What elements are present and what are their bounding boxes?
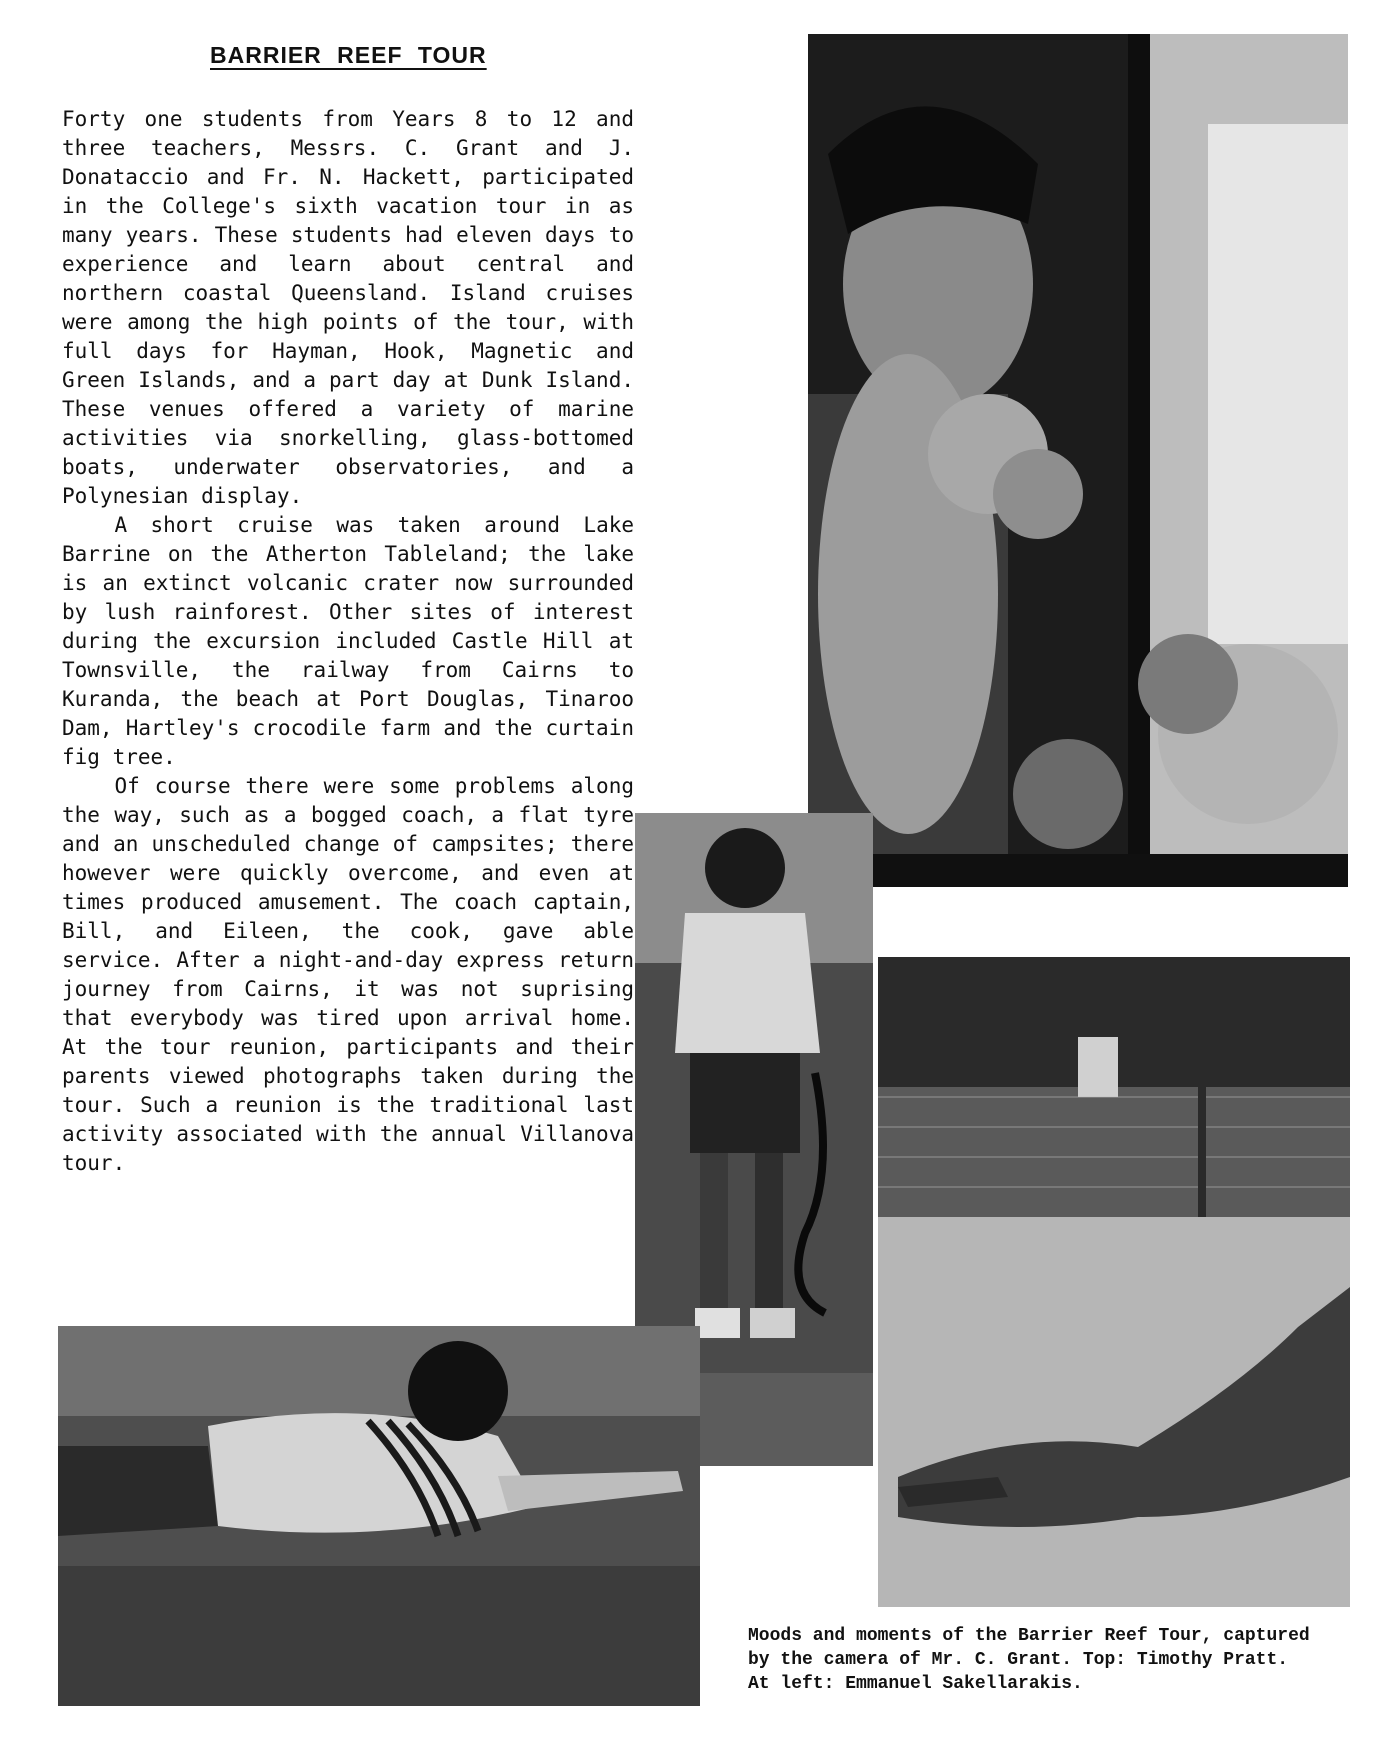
caption-line: At left: Emmanuel Sakellarakis. bbox=[748, 1674, 1083, 1694]
page-title: BARRIER REEF TOUR bbox=[210, 42, 487, 68]
caption-line: by the camera of Mr. C. Grant. Top: Timothy Pratt. bbox=[748, 1650, 1289, 1670]
photo-caption bbox=[748, 1624, 1348, 1696]
article-body bbox=[62, 105, 634, 1178]
photo-crocodile-farm bbox=[878, 957, 1350, 1607]
article-paragraph: Of course there were some problems along the way, such as a bogged coach, a flat tyre and an unscheduled change of campsites; there however were quickly overcome, and even at times produced amusement. The coach captain, Bill, and Eileen, the cook, gave able service. After a night-and-day express return journey from Cairns, it was not suprising that everybody was tired upon arrival home. At the tour reunion, participants and their parents viewed photographs taken during the tour. Such a reunion is the traditional last activity associated with the annual Villanova tour. bbox=[62, 774, 634, 1175]
article-paragraph: Forty one students from Years 8 to 12 and three teachers, Messrs. C. Grant and J. Donataccio and Fr. N. Hackett, participated in the College's sixth vacation tour in as many years. These students had eleven days to experience and learn about central and northern coastal Queensland. Island cruises were among the high points of the tour, with full days for Hayman, Hook, Magnetic and Green Islands, and a part day at Dunk Island. These venues offered a variety of marine activities via snorkelling, glass-bottomed boats, underwater observatories, and a Polynesian display. bbox=[62, 107, 634, 508]
photo-student-sand bbox=[58, 1326, 700, 1706]
caption-line: Moods and moments of the Barrier Reef Tour, captured bbox=[748, 1626, 1310, 1646]
article-paragraph: A short cruise was taken around Lake Barrine on the Atherton Tableland; the lake is an extinct volcanic crater now surrounded by lush rainforest. Other sites of interest during the excursion included Castle Hill at Townsville, the railway from Cairns to Kuranda, the beach at Port Douglas, Tinaroo Dam, Hartley's crocodile farm and the curtain fig tree. bbox=[62, 513, 634, 769]
photo-student-window bbox=[808, 34, 1348, 887]
